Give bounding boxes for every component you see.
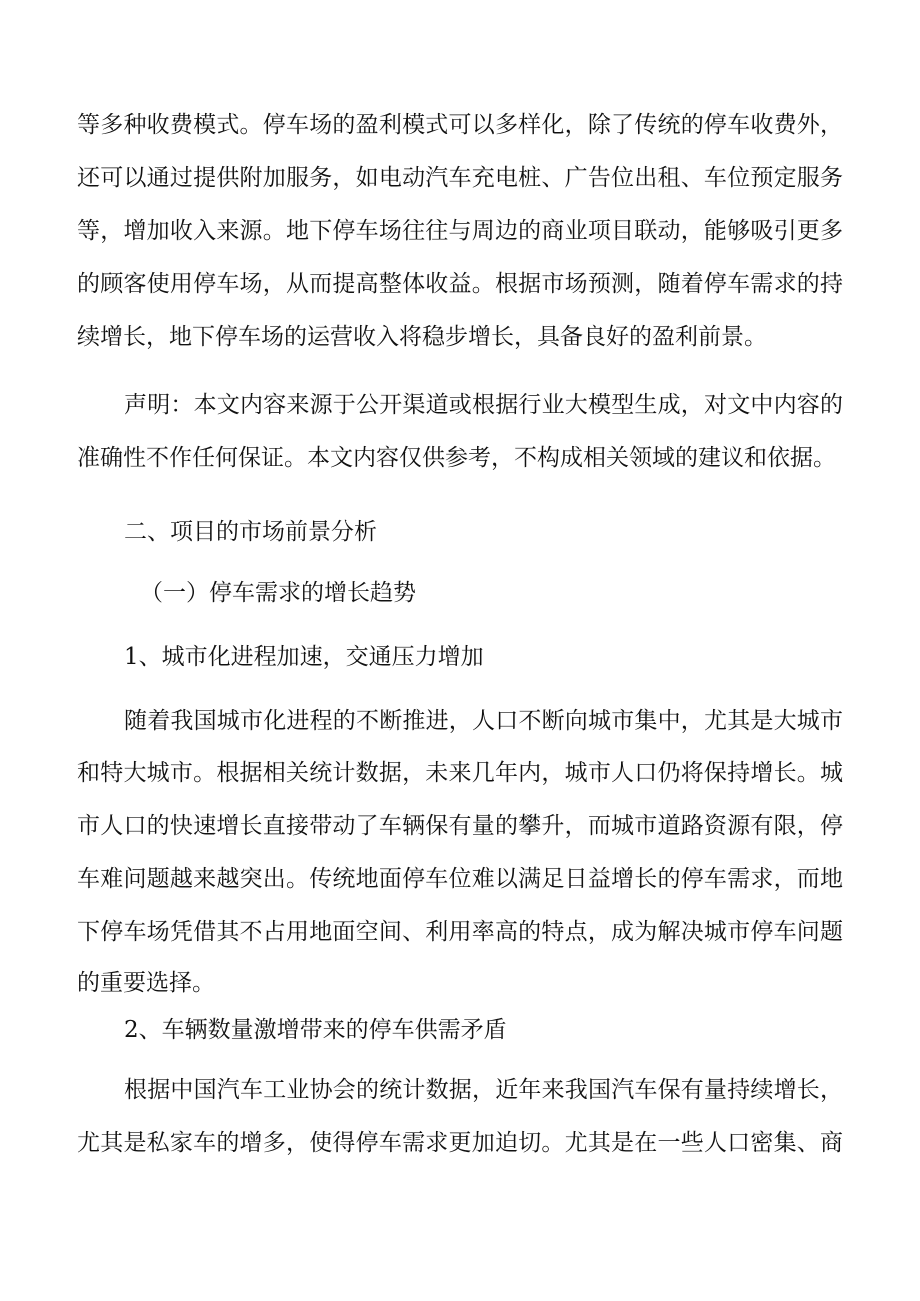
section-heading: 二、项目的市场前景分析 (124, 519, 377, 545)
subsection-heading: （一）停车需求的增长趋势 (140, 580, 416, 606)
disclaimer-line: 声明：本文内容来源于公开渠道或根据行业大模型生成，对文中内容的 (124, 392, 843, 418)
paragraph-line: 续增长，地下停车场的运营收入将稳步增长，具备良好的盈利前景。 (77, 324, 767, 350)
point-1-title: 1、城市化进程加速，交通压力增加 (124, 644, 484, 670)
paragraph-line: 市人口的快速增长直接带动了车辆保有量的攀升，而城市道路资源有限，停 (77, 813, 843, 839)
paragraph-line: 的顾客使用停车场，从而提高整体收益。根据市场预测，随着停车需求的持 (77, 271, 843, 297)
paragraph-line: 下停车场凭借其不占用地面空间、利用率高的特点，成为解决城市停车问题 (77, 919, 843, 945)
paragraph-line: 等多种收费模式。停车场的盈利模式可以多样化，除了传统的停车收费外， (77, 112, 843, 138)
paragraph-line: 等，增加收入来源。地下停车场往往与周边的商业项目联动，能够吸引更多 (77, 218, 843, 244)
paragraph-line: 尤其是私家车的增多，使得停车需求更加迫切。尤其是在一些人口密集、商 (77, 1130, 843, 1156)
paragraph-line: 和特大城市。根据相关统计数据，未来几年内，城市人口仍将保持增长。城 (77, 760, 843, 786)
paragraph-line: 车难问题越来越突出。传统地面停车位难以满足日益增长的停车需求，而地 (77, 866, 843, 892)
paragraph-line: 还可以通过提供附加服务，如电动汽车充电桩、广告位出租、车位预定服务 (77, 165, 843, 191)
disclaimer-line: 准确性不作任何保证。本文内容仅供参考，不构成相关领域的建议和依据。 (77, 445, 836, 471)
paragraph-line: 的重要选择。 (77, 970, 215, 996)
paragraph-line: 根据中国汽车工业协会的统计数据，近年来我国汽车保有量持续增长， (124, 1077, 843, 1103)
paragraph-line: 随着我国城市化进程的不断推进，人口不断向城市集中，尤其是大城市 (124, 708, 843, 734)
point-2-title: 2、车辆数量激增带来的停车供需矛盾 (124, 1017, 507, 1043)
